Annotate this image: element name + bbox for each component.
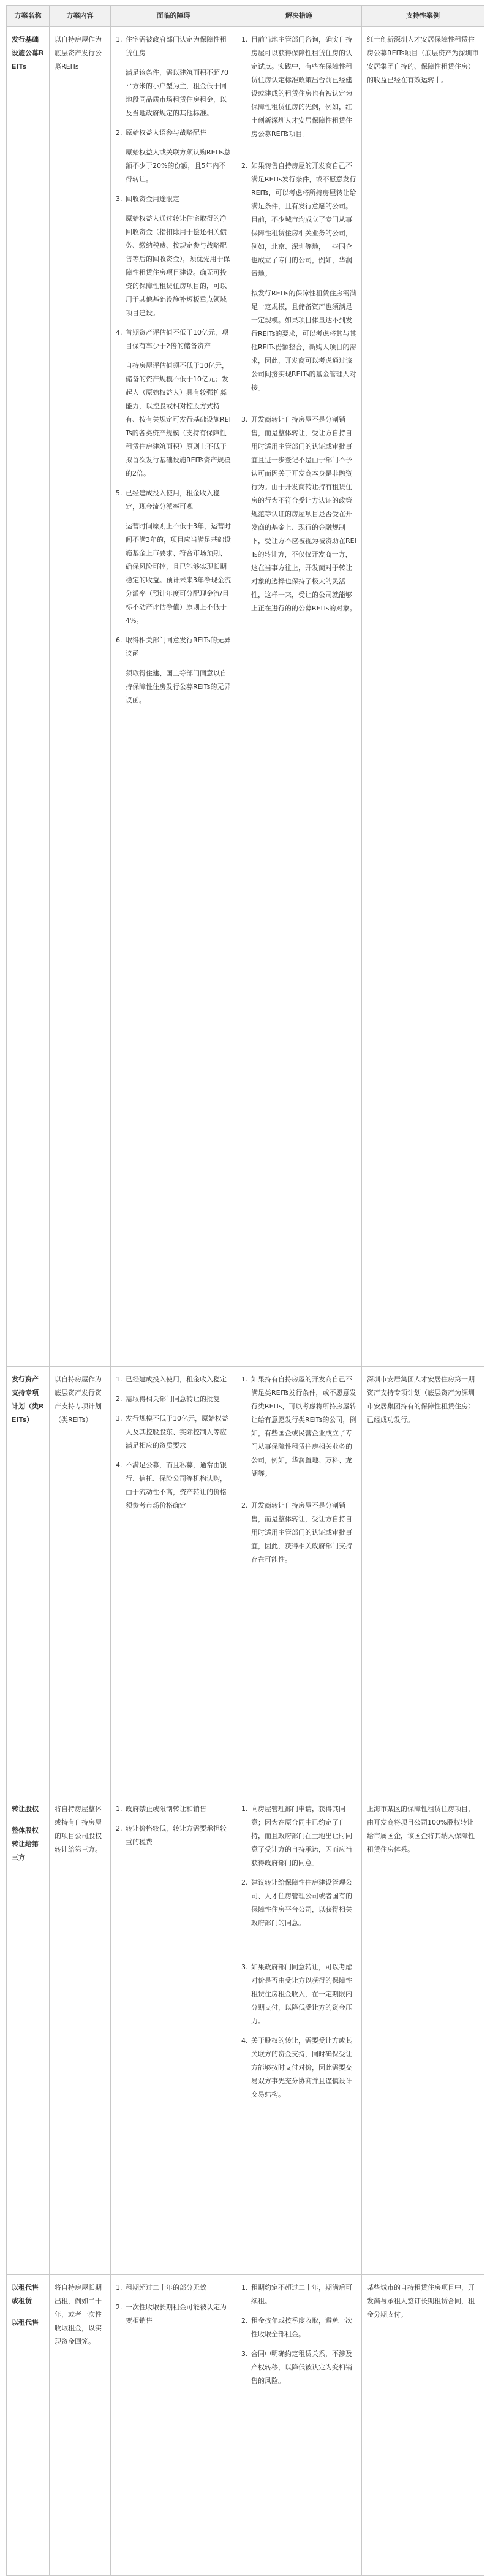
solution-text: 开发商转让自持房屋不是分割销售，而是整体转让，受让方自持自用时适用主管部门的认证或审批事宜，因此，获得相关政府部门支持存在可能性。 bbox=[251, 1502, 352, 1563]
obstacle-item: 1. 已经建成投入使用，租金收入稳定 bbox=[116, 1373, 231, 1386]
solutions-cell bbox=[236, 1796, 362, 2275]
solution-text: 租期约定不超过二十年，期满后可续租。 bbox=[251, 2284, 352, 2305]
support-cell bbox=[362, 1796, 484, 2275]
header-obstacles: 面临的障碍 bbox=[111, 6, 236, 27]
plan-content: 将自持房屋整体或持有自持房屋的项目公司股权转让给第三方。 bbox=[55, 1805, 102, 1853]
table-row bbox=[7, 1796, 484, 2275]
obstacle-item: 1. 政府禁止或限制转让和销售 bbox=[116, 1803, 231, 1816]
solution-text: 租金按年或按季度收取，避免一次性收取全部租金。 bbox=[251, 2317, 352, 2338]
header-solutions: 解决措施 bbox=[236, 6, 362, 27]
obstacle-item: 5. 已经建成投入使用，租金收入稳定，现金流分派率可观 bbox=[116, 487, 231, 514]
solution-text: 目前当地主管部门咨询，确实自持房屋可以获得保障性租赁住房的认定试点。实践中，有些在保障性租赁住房认定标准政策出台前已经建设或建成的租赁住房也有被认定为保障性租赁住房的先例，例如，红土创新深圳人才安居保障性租赁住房公募REITs项目。 bbox=[251, 36, 352, 138]
solution-item: 2. 如果转售自持房屋的开发商自己不满足REITs发行条件，或不愿意发行REITs，可以考虑将所持房屋转让给满足条件，且有发行意愿的公司。目前，不少城市均成立了专门从事保障性租赁住房相关业务的公司，例如，北京、深圳等地，一些国企也成立了专门的公司，例如，华润置地。 bbox=[241, 159, 356, 281]
plan-subname: 整体股权转让给第三方 bbox=[12, 1820, 44, 1864]
obstacles-cell bbox=[111, 2275, 236, 2576]
obstacle-item: 2. 需取得相关部门同意转让的批复 bbox=[116, 1392, 231, 1406]
plan-content: 将自持房屋长期出租，例如二十年，或者一次性收取租金，以实现资金回笼。 bbox=[55, 2284, 102, 2346]
plan-subname: 以租代售 bbox=[12, 2312, 44, 2330]
obstacle-text: 已经建成投入使用，租金收入稳定 bbox=[126, 1375, 227, 1383]
header-name: 方案名称 bbox=[7, 6, 50, 27]
plan-content: 以自持房屋作为底层资产发行资产支持专项计划（类REITs） bbox=[55, 1375, 102, 1424]
solution-detail: 拟发行REITs的保障性租赁住房需满足一定规模，且储备资产也须满足一定规模。如果项目体量达不到发行REITs的要求，可以考虑将其与其他REITs份额整合，新购入项目的需求，因此，开发商可以考虑通过该公司间接实现REITs的基金管理人对接。 bbox=[251, 289, 356, 392]
obstacle-text: 已经建成投入使用，租金收入稳定，现金流分派率可观 bbox=[126, 489, 220, 511]
solution-text: 开发商转让自持房屋不是分割销售，而是整体转让，受让方自持自用时适用主管部门的认证或审批事宜且进一步登记不是由于部门不予认可而因关于开发商本身是非融资行为。由于开发商转让持有租赁住房的行为不符合受让方认证的政策规范等认证的房屋项目是否受在开发商的基金上、现行的金融规制下，受让方不应被视为被资助在REITs的转让方，不仅仅开发商一方，这在当事方往上，开发商对于转让对象的选择也保持了极大的灵活性，这样一来，受让的公司就能够上正在进行的的公募REITs的对象。 bbox=[251, 416, 356, 612]
support-cell bbox=[362, 27, 484, 1367]
obstacle-detail: 原始权益人通过转让住宅取得的净回收资金（指扣除用于偿还相关债务、缴纳税费、按规定参与战略配售等后的回收资金），须优先用于保障性租赁住房项目建设。确无可投资的保障性租赁住房项目的，可以用于其他基础设施补短板重点领域项目建设。 bbox=[126, 215, 230, 317]
plan-content-cell bbox=[50, 27, 111, 1367]
obstacle-item: 3. 回收资金用途限定 bbox=[116, 192, 231, 206]
obstacle-text: 一次性收取长期租金可能被认定为变相销售 bbox=[126, 2303, 227, 2325]
support-text: 某些城市的自持租赁住房项目中，开发商与承租人签订长期租赁合同，租金分期支付。 bbox=[367, 2284, 475, 2319]
solution-item: 3. 开发商转让自持房屋不是分割销售，而是整体转让，受让方自持自用时适用主管部门的认证或审批事宜且进一步登记不是由于部门不予认可而因关于开发商本身是非融资行为。由于开发商转让持有租赁住房的行为不符合受让方认证的政策规范等认证的房屋项目是否受在开发商的基金上、现行的金融规制下，受让方不应被视为被资助在REITs的转让方，不仅仅开发商一方，这在当事方往上，开发商对于转让对象的选择也保持了极大的灵活性，这样一来，受让的公司就能够上正在进行的的公募REITs的对象。 bbox=[241, 413, 356, 615]
obstacle-detail: 满足该条件，需以建筑面积不超70平方米的小户型为主，租金低于同地段同品质市场租赁住房租金，以及当地政府规定的其他标准。 bbox=[126, 69, 228, 117]
plan-name: 转让股权 bbox=[12, 1805, 39, 1813]
plan-content-cell bbox=[50, 2275, 111, 2576]
solution-text: 如果转售自持房屋的开发商自己不满足REITs发行条件，或不愿意发行REITs，可以考虑将所持房屋转让给满足条件，且有发行意愿的公司。目前，不少城市均成立了专门从事保障性租赁住房相关业务的公司，例如，北京、深圳等地，一些国企也成立了专门的公司，例如，华润置地。 bbox=[251, 162, 356, 278]
plan-content: 以自持房屋作为底层资产发行公募REITs bbox=[55, 36, 102, 70]
solution-item: 4. 关于股权的转让，需要受让方或其关联方的资金支持，同时确保受让方能够按时支付对价，因此需要交易双方事先充分协商并且谨慎设计交易结构。 bbox=[241, 2034, 356, 2102]
obstacle-text: 政府禁止或限制转让和销售 bbox=[126, 1805, 206, 1813]
obstacles-cell bbox=[111, 1796, 236, 2275]
obstacle-text: 取得相关部门同意发行REITs的无异议函 bbox=[126, 636, 231, 658]
solution-item: 1. 租期约定不超过二十年，期满后可续租。 bbox=[241, 2281, 356, 2308]
obstacle-item: 4. 首期资产评估值不低于10亿元，项目保有率少于2倍的储备资产 bbox=[116, 326, 231, 353]
obstacle-detail: 须取得住建、国土等部门同意以自持保障性住房发行公募REITs的无异议函。 bbox=[126, 669, 231, 704]
table-row bbox=[7, 27, 484, 1367]
solution-item: 2. 租金按年或按季度收取，避免一次性收取全部租金。 bbox=[241, 2314, 356, 2341]
solution-item: 3. 如果政府部门同意转让，可以考虑对价是否由受让方以获得的保障性租赁住房租金收入，在一定期限内分期支付，以降低受让方的资金压力。 bbox=[241, 1961, 356, 2028]
obstacle-text: 需取得相关部门同意转让的批复 bbox=[126, 1395, 220, 1403]
plan-name: 以租代售或租赁 bbox=[12, 2284, 39, 2305]
solution-text: 关于股权的转让，需要受让方或其关联方的资金支持，同时确保受让方能够按时支付对价，因此需要交易双方事先充分协商并且谨慎设计交易结构。 bbox=[251, 2037, 352, 2099]
support-cell bbox=[362, 2275, 484, 2576]
plan-name-cell bbox=[7, 1796, 50, 2275]
plan-name: 发行基础设施公募REITs bbox=[12, 36, 44, 70]
support-text: 红土创新深圳人才安居保障性租赁住房公募REITs项目（底层资产为深圳市安居集团自持的、保障性租赁住房）的收益已经在有效运转中。 bbox=[367, 36, 479, 84]
solution-item: 1. 向房屋管理部门申请，获得其同意；因为在原合同中已约定了自持，而且政府部门在土地出让时同意了受让方的自持承诺，因而应当获得政府部门的同意。 bbox=[241, 1803, 356, 1870]
header-content: 方案内容 bbox=[50, 6, 111, 27]
solution-text: 如果持有自持房屋的开发商自己不满足类REITs发行条件，或不愿意发行类REITs，可以考虑将所持房屋转让给有意愿发行类REITs的公司，例如，有些国企或民营企业成立了专门从事保障性租赁住房相关业务的公司，例如，华润置地、万科、龙湖等。 bbox=[251, 1375, 356, 1478]
solution-item: 1. 如果持有自持房屋的开发商自己不满足类REITs发行条件，或不愿意发行类REITs，可以考虑将所持房屋转让给有意愿发行类REITs的公司，例如，有些国企或民营企业成立了专门从事保障性租赁住房相关业务的公司，例如，华润置地、万科、龙湖等。 bbox=[241, 1373, 356, 1481]
obstacle-item: 1. 租期超过二十年的部分无效 bbox=[116, 2281, 231, 2295]
plan-content-cell bbox=[50, 1796, 111, 2275]
plan-name: 发行资产支持专项计划（类REITs） bbox=[12, 1375, 44, 1424]
obstacle-detail: 原始权益人或关联方须认购REITs总额不少于20%的份额，且5年内不得转让。 bbox=[126, 148, 231, 183]
solutions-cell bbox=[236, 2275, 362, 2576]
solution-text: 建议转让给保障性住房建设管理公司、人才住房管理公司或者国有的保障性住房平台公司，以获得相关政府部门的同意。 bbox=[251, 1879, 352, 1927]
solutions-cell bbox=[236, 1367, 362, 1796]
header-row bbox=[7, 6, 484, 27]
obstacle-item: 1. 住宅需被政府部门认定为保障性租赁住房 bbox=[116, 33, 231, 60]
obstacles-cell bbox=[111, 27, 236, 1367]
obstacle-detail: 自持房屋评估值须不低于10亿元，储备的资产规模不低于10亿元；发起人（原始权益人）具有较强扩募能力，以控股或相对控股方式持有、按有关规定可发行基础设施REITs的各类资产规模（支持有保障性租赁住房建筑面积）原则上不低于拟首次发行基础设施REITs资产规模的2倍。 bbox=[126, 362, 231, 477]
obstacle-item: 6. 取得相关部门同意发行REITs的无异议函 bbox=[116, 634, 231, 661]
obstacle-item: 4. 不满足公募，而且私募，通常由银行、信托、保险公司等机构认购，由于流动性不高，资产转让的价格须参考市场价格确定 bbox=[116, 1459, 231, 1513]
table-row bbox=[7, 1367, 484, 1796]
support-text: 深圳市安居集团人才安居住房第一期资产支持专项计划（底层资产为深圳市安居集团持有的保障性租赁住房）已经成功发行。 bbox=[367, 1375, 475, 1424]
solution-item: 2. 建议转让给保障性住房建设管理公司、人才住房管理公司或者国有的保障性住房平台公司，以获得相关政府部门的同意。 bbox=[241, 1876, 356, 1930]
obstacle-text: 首期资产评估值不低于10亿元，项目保有率少于2倍的储备资产 bbox=[126, 329, 228, 350]
solution-text: 向房屋管理部门申请，获得其同意；因为在原合同中已约定了自持，而且政府部门在土地出让时同意了受让方的自持承诺，因而应当获得政府部门的同意。 bbox=[251, 1805, 352, 1867]
obstacles-cell bbox=[111, 1367, 236, 1796]
obstacle-text: 租期超过二十年的部分无效 bbox=[126, 2284, 206, 2292]
obstacle-text: 回收资金用途限定 bbox=[126, 195, 179, 203]
plan-name-cell bbox=[7, 27, 50, 1367]
solution-item: 3. 合同中明确约定租赁关系，不涉及产权转移，以降低被认定为变相销售的风险。 bbox=[241, 2347, 356, 2388]
obstacle-text: 原始权益人语参与战略配售 bbox=[126, 129, 206, 137]
plan-content-cell bbox=[50, 1367, 111, 1796]
solution-item: 1. 目前当地主管部门咨询，确实自持房屋可以获得保障性租赁住房的认定试点。实践中，有些在保障性租赁住房认定标准政策出台前已经建设或建成的租赁住房也有被认定为保障性租赁住房的先例，例如，红土创新深圳人才安居保障性租赁住房公募REITs项目。 bbox=[241, 33, 356, 141]
obstacle-text: 住宅需被政府部门认定为保障性租赁住房 bbox=[126, 36, 227, 57]
support-cell bbox=[362, 1367, 484, 1796]
obstacle-item: 2. 转让价格较低，转让方需要承担较重的税费 bbox=[116, 1822, 231, 1849]
solution-text: 如果政府部门同意转让，可以考虑对价是否由受让方以获得的保障性租赁住房租金收入，在一定期限内分期支付，以降低受让方的资金压力。 bbox=[251, 1963, 352, 2025]
header-support: 支持性案例 bbox=[362, 6, 484, 27]
table-row bbox=[7, 2275, 484, 2576]
solution-text: 合同中明确约定租赁关系，不涉及产权转移，以降低被认定为变相销售的风险。 bbox=[251, 2350, 352, 2385]
solutions-cell bbox=[236, 27, 362, 1367]
obstacle-text: 转让价格较低，转让方需要承担较重的税费 bbox=[126, 1825, 227, 1846]
support-text: 上海市某区的保障性租赁住房项目，由开发商将项目公司100%股权转让给市属国企，该国企将其纳入保障性租赁住房体系。 bbox=[367, 1805, 475, 1853]
obstacle-text: 发行规模不低于10亿元，原始权益人及其控股股东、实际控制人等应满足相应的资质要求 bbox=[126, 1415, 228, 1449]
obstacle-item: 3. 发行规模不低于10亿元，原始权益人及其控股股东、实际控制人等应满足相应的资质要求 bbox=[116, 1412, 231, 1453]
plan-name-cell bbox=[7, 1367, 50, 1796]
obstacle-item: 2. 一次性收取长期租金可能被认定为变相销售 bbox=[116, 2301, 231, 2328]
obstacle-detail: 运营时间原则上不低于3年，运营时间不满3年的，项目应当满足基础设施基金上市要求、符合市场预期、确保风险可控，且已能够实现长期稳定的收益。预计未来3年净现金流分派率（预计年度可分配现金流/目标不动产评估净值）原则上不低于4%。 bbox=[126, 522, 231, 625]
solution-item: 2. 开发商转让自持房屋不是分割销售，而是整体转让，受让方自持自用时适用主管部门的认证或审批事宜，因此，获得相关政府部门支持存在可能性。 bbox=[241, 1499, 356, 1567]
plan-name-cell bbox=[7, 2275, 50, 2576]
plan-table bbox=[6, 5, 484, 2576]
obstacle-text: 不满足公募，而且私募，通常由银行、信托、保险公司等机构认购，由于流动性不高，资产转让的价格须参考市场价格确定 bbox=[126, 1461, 227, 1510]
obstacle-item: 2. 原始权益人语参与战略配售 bbox=[116, 126, 231, 140]
